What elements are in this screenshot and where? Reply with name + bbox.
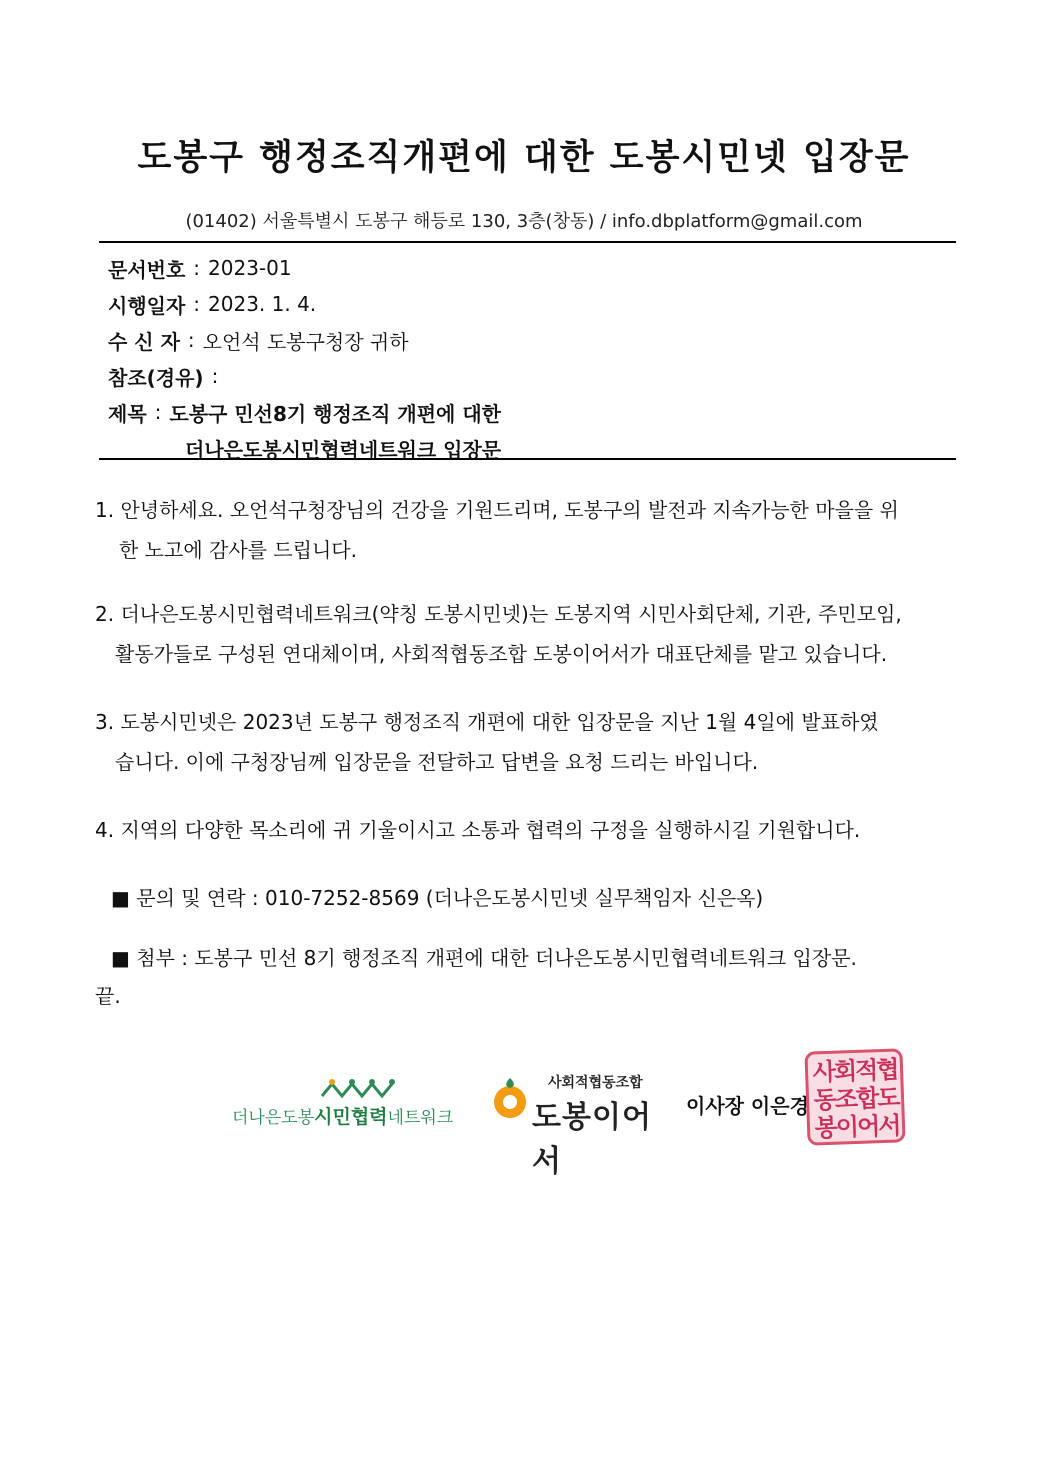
contact-line: ■ 문의 및 연락 : 010-7252-8569 (더나은도봉시민넷 실무책임자 신은옥) [111, 886, 764, 910]
separator: : [211, 364, 219, 388]
seal-text: 사회적협동조합도봉이어서 [812, 1055, 900, 1143]
coop-logo-name: 도봉이어서 [532, 1100, 652, 1179]
attachment-line: ■ 첨부 : 도봉구 민선 8기 행정조직 개편에 대한 더나은도봉시민협력네트워크 입장문. [111, 946, 857, 970]
paragraph-3-line-2: 습니다. 이에 구청장님께 입장문을 전달하고 답변을 요청 드리는 바입니다. [115, 750, 759, 774]
reference-label: 참조(경유) [108, 365, 204, 390]
date-label: 시행일자 [108, 293, 186, 318]
date-value: 2023. 1. 4. [208, 292, 317, 316]
subject-line-2: 더나은도봉시민협력네트워크 입장문 [185, 437, 502, 462]
paragraph-3 [95, 702, 879, 782]
paragraph-1-line-2: 한 노고에 감사를 드립니다. [119, 538, 357, 562]
document-title: 도봉구 행정조직개편에 대한 도봉시민넷 입장문 [137, 138, 911, 178]
recipient-label: 수 신 자 [108, 329, 180, 354]
separator: : [154, 400, 162, 424]
separator: : [193, 256, 201, 280]
end-mark: 끝. [95, 984, 121, 1008]
paragraph-1-line-1: 1. 안녕하세요. 오언석구청장님의 건강을 기원드리며, 도봉구의 발전과 지속가능한 마을을 위 [95, 498, 899, 522]
doc-no-value: 2023-01 [208, 256, 292, 280]
mountain-icon [320, 1076, 400, 1102]
paragraph-2-line-1: 2. 더나은도봉시민협력네트워크(약칭 도봉시민넷)는 도봉지역 시민사회단체, 기관, 주민모임, [95, 602, 902, 626]
header-bottom-rule [99, 458, 956, 460]
coop-emblem-icon [490, 1074, 530, 1124]
meta-reference [108, 358, 948, 394]
separator: : [187, 328, 195, 352]
meta-doc-no [108, 250, 948, 286]
meta-recipient [108, 322, 948, 358]
network-logo-bold: 시민협력 [314, 1106, 388, 1128]
paragraph-1 [95, 490, 899, 570]
network-logo-prefix: 더나은도봉 [232, 1108, 315, 1128]
chairperson-signature: 이사장 이은경 [686, 1094, 809, 1118]
header-top-rule [99, 241, 956, 243]
paragraph-4: 4. 지역의 다양한 목소리에 귀 기울이시고 소통과 협력의 구정을 실행하시길 기원합니다. [95, 818, 861, 842]
paragraph-2 [95, 594, 902, 674]
subject-line-1: 도봉구 민선8기 행정조직 개편에 대한 [169, 401, 501, 426]
doc-no-label: 문서번호 [108, 257, 186, 282]
official-seal [804, 1048, 905, 1145]
coop-logo [488, 1070, 668, 1179]
meta-subject [108, 394, 948, 430]
network-logo-text [232, 1102, 453, 1129]
paragraph-3-line-1: 3. 도봉시민넷은 2023년 도봉구 행정조직 개편에 대한 입장문을 지난 1월 4일에 발표하였 [95, 710, 879, 734]
meta-date [108, 286, 948, 322]
recipient-value: 오언석 도봉구청장 귀하 [202, 329, 409, 354]
document-meta [108, 250, 948, 466]
subject-label: 제목 [108, 401, 147, 426]
separator: : [193, 292, 201, 316]
coop-logo-subtitle: 사회적협동조합 [548, 1075, 643, 1091]
paragraph-2-line-2: 활동가들로 구성된 연대체이며, 사회적협동조합 도봉이어서가 대표단체를 맡고 있습니다. [115, 642, 888, 666]
network-logo-suffix: 네트워크 [387, 1108, 454, 1128]
sender-address: (01402) 서울특별시 도봉구 해등로 130, 3층(창동) / info.dbplatform@gmail.com [185, 211, 863, 232]
network-logo [232, 1076, 475, 1136]
